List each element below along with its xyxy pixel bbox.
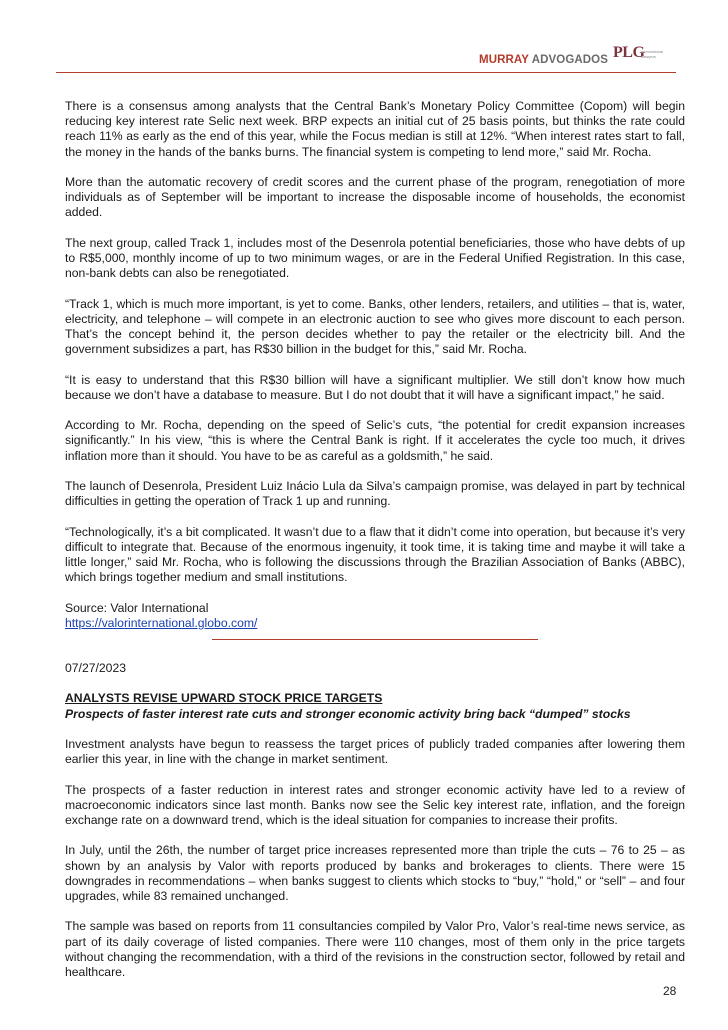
page-content (65, 99, 685, 995)
article-desenrola (65, 99, 685, 640)
article-date: 07/27/2023 (65, 660, 126, 675)
source-label: Source: Valor International (65, 600, 209, 615)
paragraph: More than the automatic recovery of credit scores and the current phase of the program, renegotiation of more individuals as of September will be important to increase the disposable income of households, the economist added. (65, 175, 685, 220)
paragraph: The sample was based on reports from 11 consultancies compiled by Valor Pro, Valor’s real-time news service, as part of its daily coverage of listed companies. There were 110 changes, most of them only in the price targets without changing the recommendation, with a third of the revisions in the construction sector, followed by retail and healthcare. (65, 919, 685, 979)
paragraph: “It is easy to understand that this R$30 billion will have a significant multiplier. We still don’t know how much because we don’t have a database to measure. But I do not doubt that it will have a significant impact,” he said. (65, 372, 685, 402)
paragraph: Investment analysts have begun to reassess the target prices of publicly traded companies after lowering them earlier this year, in line with the change in market sentiment. (65, 736, 685, 767)
paragraph: “Technologically, it’s a bit complicated. It wasn’t due to a flaw that it didn’t come into operation, but because it’s very difficult to integrate that. Because of the enormous ingenuity, it took time, it is taking time and maybe it will take a little longer,” said Mr. Rocha, who is following the discussions through the Brazilian Association of Banks (ABBC), which brings together medium and small institutions. (65, 524, 685, 585)
plg-logo-subtext: International Lawyers (641, 49, 664, 59)
paragraph: In July, until the 26th, the number of target price increases represented more than triple the cuts – 76 to 25 – as shown by an analysis by Valor with reports produced by banks and brokerages to clients. There were 15 downgrades in recommendations – when banks suggest to clients which stocks to “buy,” “hold,” or “sell” – and four upgrades, while 83 remained unchanged. (65, 843, 685, 903)
brand-name (479, 54, 608, 66)
article-divider (212, 639, 538, 640)
paragraph: There is a consensus among analysts that the Central Bank’s Monetary Policy Committee (Copom) will begin reducing key interest rate Selic next week. BRP expects an initial cut of 25 basis points, but thinks the rate could reach 11% as early as the end of this year, while the Focus median is still at 12%. “When interest rates start to fall, the money in the hands of the banks burns. The financial system is competing to lend more,” said Mr. Rocha. (65, 99, 685, 159)
brand-second-word: ADVOGADOS (531, 54, 608, 66)
paragraph: The launch of Desenrola, President Luiz Inácio Lula da Silva’s campaign promise, was delayed in part by technical difficulties in getting the operation of Track 1 up and running. (65, 478, 685, 509)
brand-first-word: MURRAY (479, 54, 529, 66)
page-header (0, 0, 728, 80)
paragraph: According to Mr. Rocha, depending on the speed of Selic’s cuts, “the potential for credit expansion increases significantly.” In his view, “this is where the Central Bank is right. If it accelerates the cycle too much, it drives inflation more than it should. You have to be as careful as a goldsmith,” he said. (65, 418, 685, 463)
paragraph: The next group, called Track 1, includes most of the Desenrola potential beneficiaries, those who have debts of up to R$5,000, monthly income of up to two minimum wages, or are in the Federal Unified Registration. In this case, non-bank debts can also be renegotiated. (65, 235, 685, 281)
plg-logo (613, 44, 675, 70)
paragraph: “Track 1, which is much more important, is yet to come. Banks, other lenders, retailers, and utilities – that is, water, electricity, and telephone – will compete in an electronic auction to see who gives more discount to each person. That’s the concept behind it, the person decides whether to pay the retailer or the electricity bill. And the government subsidizes a part, has R$30 billion in the budget for this,” said Mr. Rocha. (65, 296, 685, 357)
page-number: 28 (663, 984, 677, 998)
article-stock-targets (65, 661, 685, 980)
plg-logo-mark: PLG (613, 44, 645, 61)
article-title: ANALYSTS REVISE UPWARD STOCK PRICE TARGETS (65, 691, 383, 706)
article-subtitle: Prospects of faster interest rate cuts and stronger economic activity bring back “dumped” stocks (65, 706, 631, 721)
paragraph: The prospects of a faster reduction in interest rates and stronger economic activity have led to a review of macroeconomic indicators since last month. Banks now see the Selic key interest rate, inflation, and the foreign exchange rate on a downward trend, which is the ideal situation for companies to increase their profits. (65, 782, 685, 827)
header-divider (56, 72, 676, 73)
source-link[interactable]: https://valorinternational.globo.com/ (65, 615, 258, 630)
